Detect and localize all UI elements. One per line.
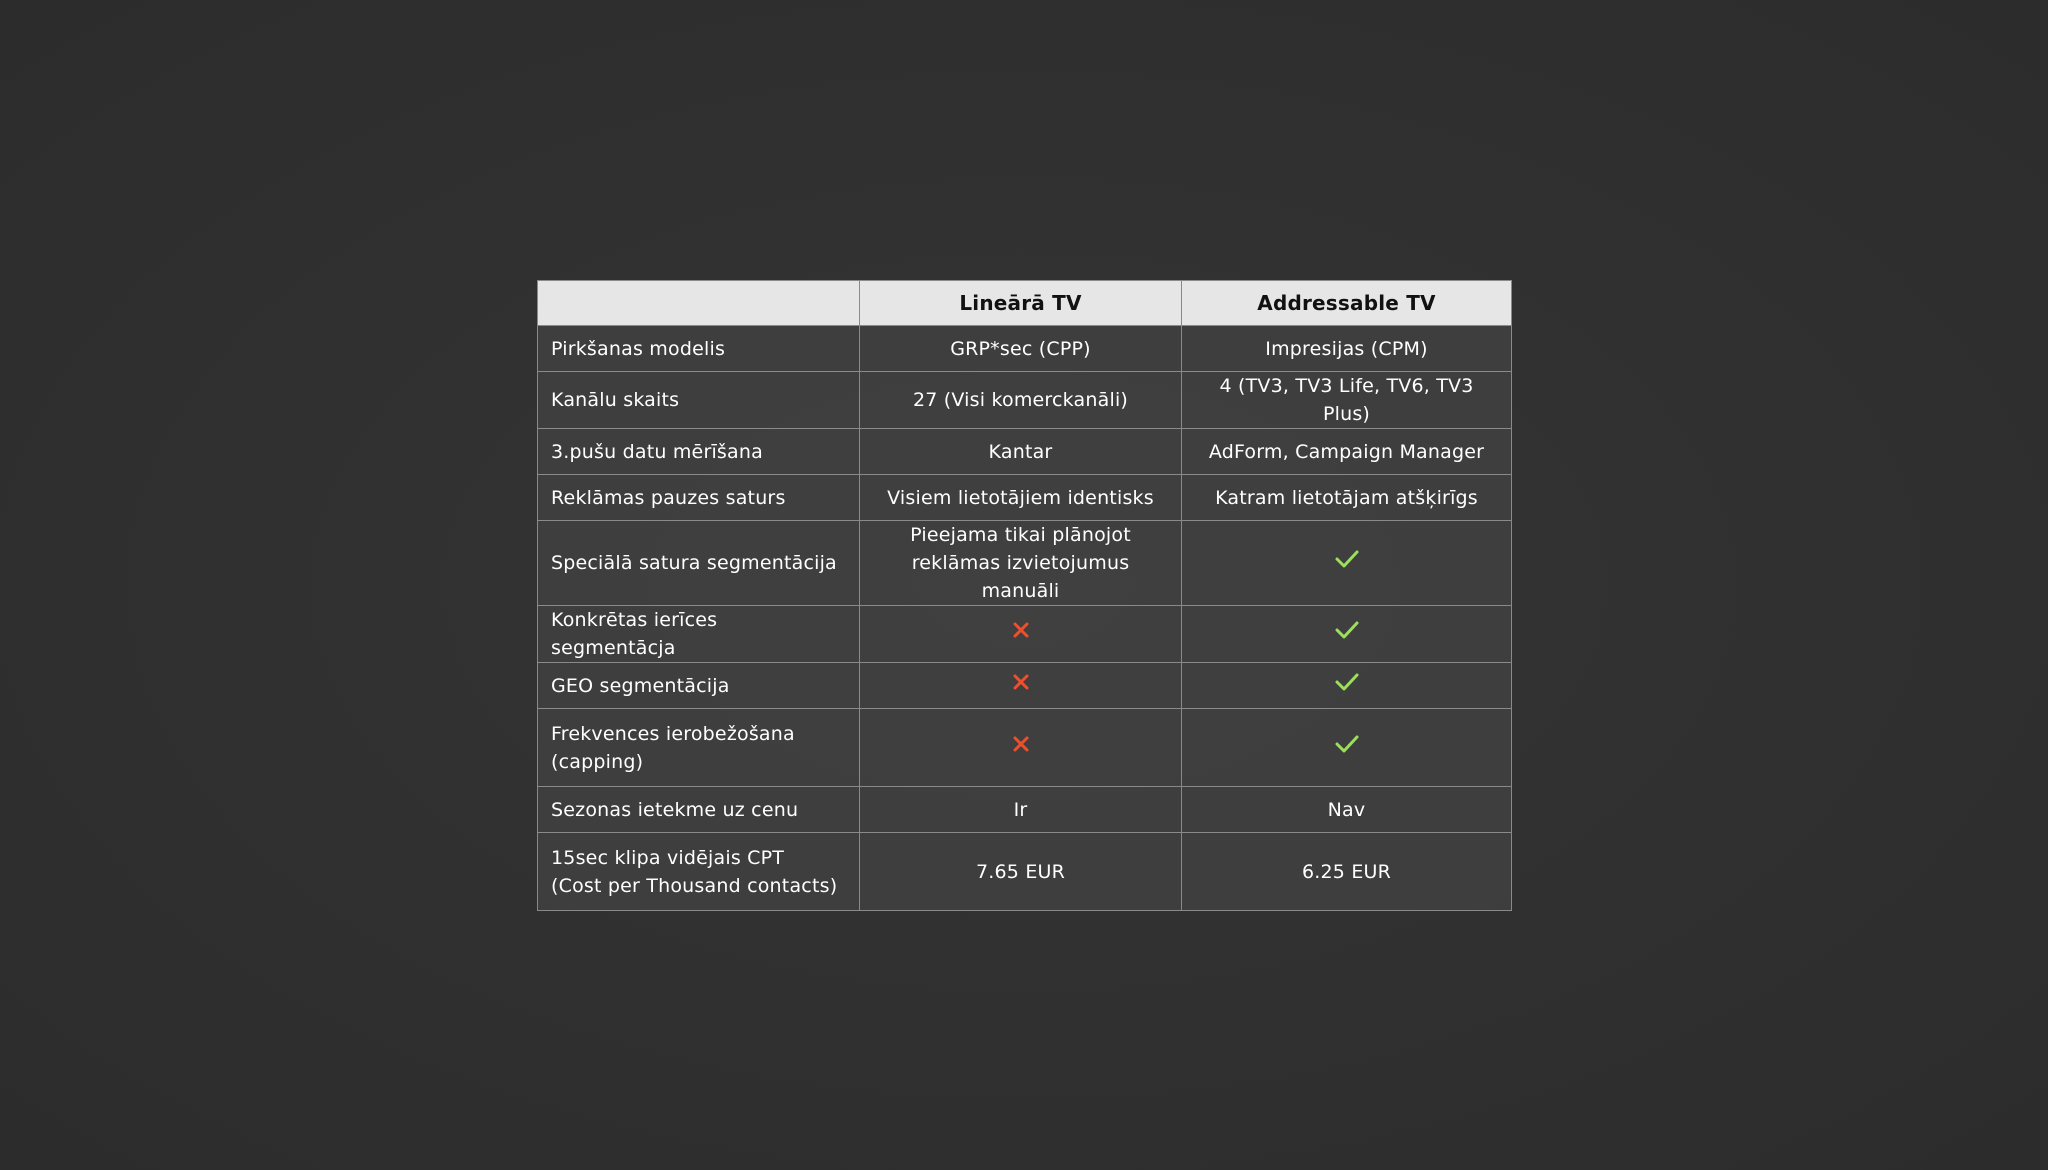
cell-text-line: Frekvences ierobežošana (551, 722, 795, 745)
cell-text-line: 7.65 EUR (975, 860, 1066, 883)
cross-icon (1008, 733, 1034, 763)
cell-text-line: 15sec klipa vidējais CPT (551, 846, 785, 869)
check-icon (1334, 671, 1360, 701)
check-icon (1334, 733, 1360, 763)
linear-tv-cell (860, 606, 1182, 663)
addressable-tv-cell (1182, 833, 1512, 911)
cell-text-line: Sezonas ietekme uz cenu (551, 798, 799, 821)
addressable-tv-cell (1182, 663, 1512, 709)
table-row (538, 429, 1512, 475)
row-label-cell (538, 833, 860, 911)
table-row (538, 833, 1512, 911)
cross-icon (1008, 671, 1034, 701)
header-empty-cell (538, 281, 860, 326)
table-row (538, 326, 1512, 372)
table-row (538, 521, 1512, 606)
row-label-cell (538, 787, 860, 833)
row-label-cell (538, 606, 860, 663)
linear-tv-cell (860, 833, 1182, 911)
cell-text-line: (Cost per Thousand contacts) (551, 874, 838, 897)
cell-text-line: 27 (Visi komerckanāli) (912, 389, 1129, 411)
comparison-table (537, 280, 1512, 911)
row-label-cell (538, 326, 860, 372)
header-linear-tv: Lineārā TV (860, 281, 1182, 326)
cell-text-line: reklāmas izvietojumus manuāli (911, 552, 1130, 602)
check-icon (1334, 548, 1360, 578)
table-header-row (538, 281, 1512, 326)
cell-text-line: 4 (TV3, TV3 Life, TV6, TV3 Plus) (1219, 375, 1474, 425)
row-label-cell (538, 521, 860, 606)
cell-text-line: Pirkšanas modelis (551, 337, 726, 360)
linear-tv-cell (860, 326, 1182, 372)
cell-text-line: Visiem lietotājiem identisks (887, 486, 1154, 509)
addressable-tv-cell (1182, 326, 1512, 372)
addressable-tv-cell (1182, 787, 1512, 833)
addressable-tv-cell (1182, 475, 1512, 521)
cell-text-line: GRP*sec (CPP) (950, 337, 1091, 360)
addressable-tv-cell (1182, 709, 1512, 787)
linear-tv-cell (860, 787, 1182, 833)
cell-text-line: Reklāmas pauzes saturs (551, 486, 786, 509)
cell-text-line: Impresijas (CPM) (1265, 337, 1428, 360)
cell-text-line: Konkrētas ierīces segmentācja (551, 609, 718, 659)
linear-tv-cell (860, 521, 1182, 606)
table-row (538, 709, 1512, 787)
table-row (538, 606, 1512, 663)
table-row (538, 663, 1512, 709)
cell-text-line: GEO segmentācija (551, 674, 730, 697)
addressable-tv-cell (1182, 429, 1512, 475)
table-row (538, 787, 1512, 833)
addressable-tv-cell (1182, 521, 1512, 606)
check-icon (1334, 619, 1360, 649)
cell-text-line: Katram lietotājam atšķirīgs (1215, 486, 1478, 509)
cell-text-line: Speciālā satura segmentācija (551, 552, 837, 574)
cell-text-line: (capping) (551, 750, 644, 773)
addressable-tv-cell (1182, 606, 1512, 663)
cell-text-line: AdForm, Campaign Manager (1208, 440, 1485, 463)
linear-tv-cell (860, 663, 1182, 709)
cell-text-line: Kantar (988, 440, 1053, 463)
table-row (538, 372, 1512, 429)
linear-tv-cell (860, 429, 1182, 475)
header-addressable-tv: Addressable TV (1182, 281, 1512, 326)
linear-tv-cell (860, 372, 1182, 429)
cross-icon (1008, 619, 1034, 649)
cell-text-line: Ir (1013, 798, 1028, 821)
linear-tv-cell (860, 475, 1182, 521)
cell-text-line: 3.pušu datu mērīšana (551, 440, 763, 463)
addressable-tv-cell (1182, 372, 1512, 429)
row-label-cell (538, 475, 860, 521)
row-label-cell (538, 372, 860, 429)
cell-text-line: Kanālu skaits (551, 389, 680, 411)
row-label-cell (538, 709, 860, 787)
linear-tv-cell (860, 709, 1182, 787)
cell-text-line: Nav (1327, 798, 1366, 821)
table-row (538, 475, 1512, 521)
cell-text-line: Pieejama tikai plānojot (910, 524, 1131, 546)
row-label-cell (538, 429, 860, 475)
row-label-cell (538, 663, 860, 709)
cell-text-line: 6.25 EUR (1301, 860, 1392, 883)
